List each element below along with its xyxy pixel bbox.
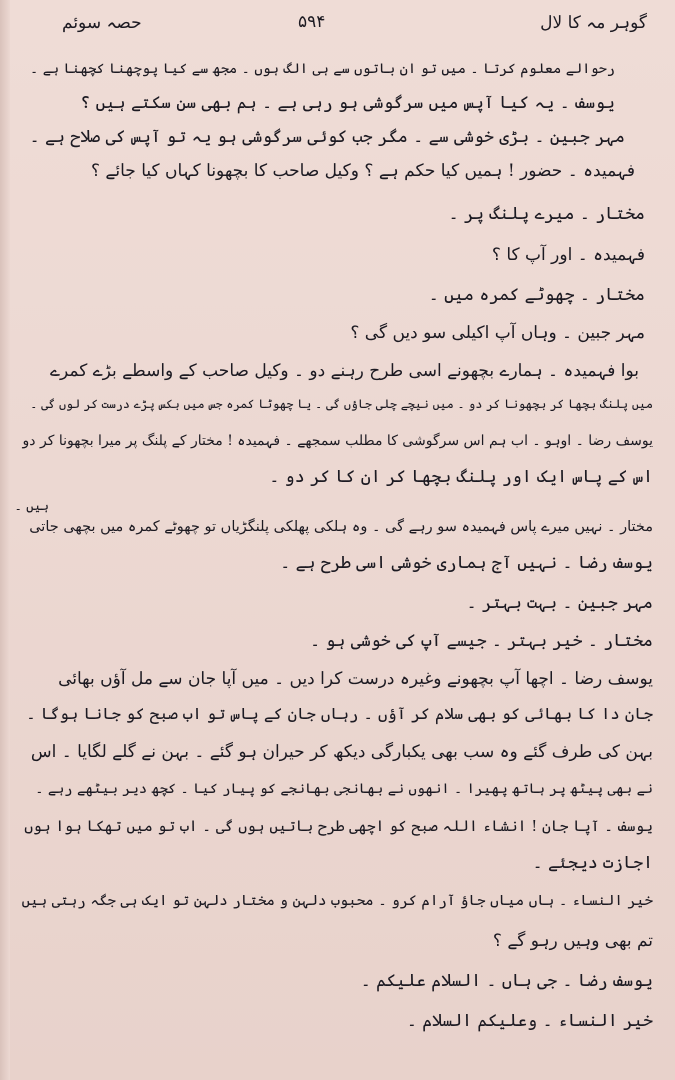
text-line: ہیں ۔: [14, 499, 49, 514]
text-line: تم بھی وہیں رہو گے ؟: [492, 931, 653, 951]
text-line: بہن کی طرف گئے وہ سب بھی یکبارگی دیکھ کر حیران ہو گئے ۔ بہن نے گلے لگایا ۔ اس: [30, 742, 653, 762]
text-line: مہر جبین ۔ بہت بہتر ۔: [466, 593, 653, 613]
text-line: نے بھی پیٹھ پر ہاتھ پھیرا ۔ انھوں نے بھانجی بھانجے کو پیار کیا ۔ کچھ دیر بیٹھے رہے ۔: [35, 781, 653, 797]
text-line: فہمیدہ ۔ حضور ! ہمیں کیا حکم ہے ؟ وکیل صاحب کا بچھونا کہاں کیا جائے ؟: [91, 161, 635, 181]
text-line: مختار ۔ چھوٹے کمرہ میں ۔: [428, 285, 645, 305]
text-line: یوسف رضا ۔ نہیں آج ہماری خوشی اسی طرح ہے ۔: [280, 553, 653, 573]
text-line: مہر جبین ۔ بڑی خوشی سے ۔ مگر جب کوئی سرگوشی ہو یہ تو آپس کی صلاح ہے ۔: [29, 127, 625, 147]
part-label: حصہ سوئم: [62, 13, 142, 33]
page-number: ۵۹۴: [298, 12, 326, 32]
text-line: رحوالے معلوم کرتا ۔ میں تو ان باتوں سے ہی الگ ہوں ۔ مجھ سے کیا پوچھنا کچھنا ہے ۔: [30, 61, 615, 77]
text-line: یوسف رضا ۔ اچھا آپ بچھونے وغیرہ درست کرا دیں ۔ میں آپا جان سے مل آؤں بھائی: [58, 669, 653, 689]
text-line: اجازت دیجئے ۔: [532, 853, 653, 873]
text-line: میں پلنگ بچھا کر بچھونا کر دو ۔ میں نیچے چلی جاؤں گی ۔ یا چھوٹا کمرہ جس میں بکس پڑے درست کر لوں گی ۔: [30, 397, 653, 411]
text-line: یوسف ۔ آپا جان ! انشاء اللہ صبح کو اچھی طرح باتیں ہوں گی ۔ اب تو میں تھکا ہوا ہوں: [24, 817, 653, 835]
text-line: خیر النساء ۔ وعلیکم السلام ۔: [406, 1011, 653, 1031]
text-line: مختار ۔ نہیں میرے پاس فہمیدہ سو رہے گی ۔ وہ ہلکی پھلکی پلنگڑیاں تو چھوٹے کمرہ میں بچھی جاتی: [29, 519, 653, 535]
text-line: فہمیدہ ۔ اور آپ کا ؟: [491, 245, 645, 265]
text-line: مختار ۔ میرے پلنگ پر ۔: [448, 204, 645, 224]
text-line: مختار ۔ خیر بہتر ۔ جیسے آپ کی خوشی ہو ۔: [310, 631, 653, 651]
text-line: جان دا کا بھائی کو بھی سلام کر آؤں ۔ رہاں جان کے پاس تو اب صبح کو جانا ہوگا ۔: [26, 704, 653, 723]
text-line: یوسف رضا ۔ اوہو ۔ اب ہم اس سرگوشی کا مطلب سمجھے ۔ فہمیدہ ! مختار کے پلنگ پر میرا بچھونا کر دو: [22, 433, 653, 449]
book-title: گوہر مہ کا لال: [540, 13, 647, 33]
text-line: اس کے پاس ایک اور پلنگ بچھا کر ان کا کر دو ۔: [269, 467, 653, 487]
text-line: مہر جبین ۔ وہاں آپ اکیلی سو دیں گی ؟: [350, 323, 645, 343]
text-line: یوسف ۔ یہ کیا آپس میں سرگوشی ہو رہی ہے ۔ ہم بھی سن سکتے ہیں ؟: [80, 93, 615, 113]
text-line: بوا فہمیدہ ۔ ہمارے بچھونے اسی طرح رہنے دو ۔ وکیل صاحب کے واسطے بڑے کمرے: [50, 361, 639, 381]
text-line: خیر النساء ۔ ہاں میاں جاؤ آرام کرو ۔ محبوب دلہن و مختار دلہن تو ایک ہی جگہ رہتی ہیں: [21, 893, 653, 909]
text-line: یوسف رضا ۔ جی ہاں ۔ السلام علیکم ۔: [360, 971, 653, 991]
